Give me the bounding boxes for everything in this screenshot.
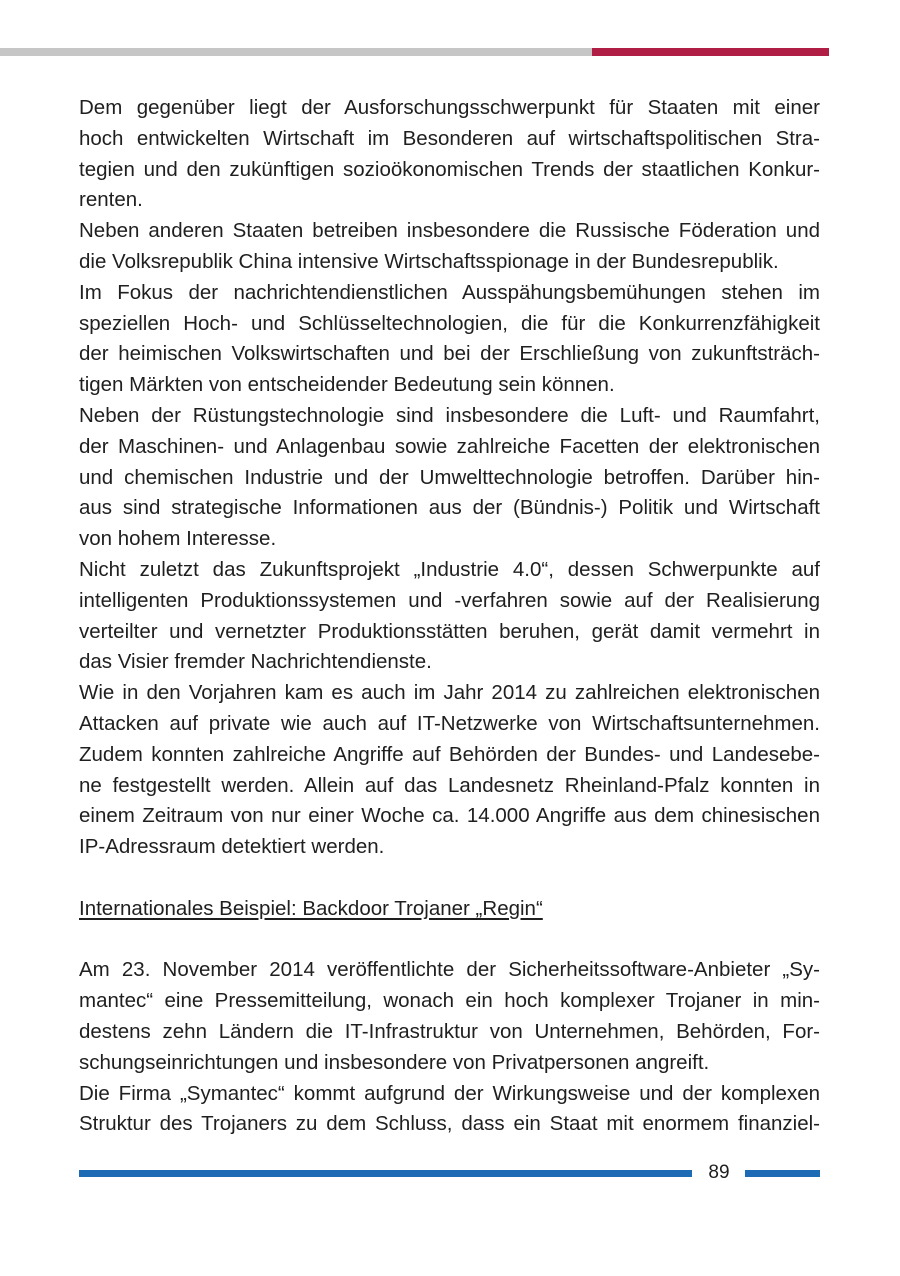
text-line: tigen Märkten von entscheidender Bedeutung sein können. — [79, 373, 615, 397]
page-body — [79, 93, 820, 1140]
text-line: Wie in den Vorjahren kam es auch im Jahr 2014 zu zahlreichen elektronischen — [79, 681, 820, 705]
text-line: intelligenten Produktionssystemen und -verfahren sowie auf der Realisierung — [79, 588, 820, 612]
text-line: renten. — [79, 188, 143, 212]
text-line: Neben anderen Staaten betreiben insbesondere die Russische Föderation und — [79, 219, 820, 243]
footer-rule-right — [745, 1170, 820, 1177]
text-line: Zudem konnten zahlreiche Angriffe auf Behörden der Bundes- und Landesebe- — [79, 742, 820, 766]
text-line: hoch entwickelten Wirtschaft im Besonderen auf wirtschaftspolitischen Stra- — [79, 126, 820, 150]
text-line: verteilter und vernetzter Produktionsstätten beruhen, gerät damit vermehrt in — [79, 619, 820, 643]
text-line: Attacken auf private wie auch auf IT-Netzwerke von Wirtschaftsunternehmen. — [79, 711, 820, 735]
text-line: die Volksrepublik China intensive Wirtschaftsspionage in der Bundesrepublik. — [79, 249, 779, 273]
page-number: 89 — [708, 1162, 730, 1183]
text-line: schungseinrichtungen und insbesondere von Privatpersonen angreift. — [79, 1050, 710, 1074]
text-line: Dem gegenüber liegt der Ausforschungsschwerpunkt für Staaten mit einer — [79, 96, 820, 119]
header-rule-red — [592, 48, 829, 56]
text-line: der Maschinen- und Anlagenbau sowie zahlreiche Facetten der elektronischen — [79, 434, 820, 458]
body-text-block-1 — [79, 93, 820, 863]
text-line: Neben der Rüstungstechnologie sind insbesondere die Luft- und Raumfahrt, — [79, 403, 820, 427]
footer-rule-left — [79, 1170, 692, 1177]
text-line: der heimischen Volkswirtschaften und bei der Erschließung von zukunftsträch- — [79, 342, 820, 366]
text-line: Struktur des Trojaners zu dem Schluss, dass ein Staat mit enormem finanziel- — [79, 1112, 820, 1136]
text-line: tegien und den zukünftigen sozioökonomischen Trends der staatlichen Konkur- — [79, 157, 820, 181]
text-line: Im Fokus der nachrichtendienstlichen Ausspähungsbemühungen stehen im — [79, 280, 820, 304]
text-line: speziellen Hoch- und Schlüsseltechnologien, die für die Konkurrenzfähigkeit — [79, 311, 820, 335]
text-line: mantec“ eine Pressemitteilung, wonach ein hoch komplexer Trojaner in min- — [79, 989, 820, 1013]
spacer — [79, 863, 820, 894]
header-rule-grey — [0, 48, 592, 56]
section-heading: Internationales Beispiel: Backdoor Trojaner „Regin“ — [79, 896, 543, 920]
text-line: einem Zeitraum von nur einer Woche ca. 14.000 Angriffe aus dem chinesischen — [79, 804, 820, 828]
text-line: aus sind strategische Informationen aus der (Bündnis-) Politik und Wirtschaft — [79, 496, 820, 520]
text-line: Am 23. November 2014 veröffentlichte der Sicherheitssoftware-Anbieter „Sy- — [79, 958, 820, 982]
text-line: von hohem Interesse. — [79, 527, 277, 551]
text-line: ne festgestellt werden. Allein auf das Landesnetz Rheinland-Pfalz konnten in — [79, 773, 820, 797]
text-line: und chemischen Industrie und der Umwelttechnologie betroffen. Darüber hin- — [79, 465, 820, 489]
text-line: destens zehn Ländern die IT-Infrastruktur von Unternehmen, Behörden, For- — [79, 1019, 820, 1043]
body-text-block-2 — [79, 955, 820, 1140]
text-line: Die Firma „Symantec“ kommt aufgrund der Wirkungsweise und der komplexen — [79, 1081, 820, 1105]
text-line: IP-Adressraum detektiert werden. — [79, 835, 385, 859]
text-line: das Visier fremder Nachrichtendienste. — [79, 650, 432, 674]
text-line: Nicht zuletzt das Zukunftsprojekt „Industrie 4.0“, dessen Schwerpunkte auf — [79, 557, 820, 581]
spacer — [79, 925, 820, 956]
